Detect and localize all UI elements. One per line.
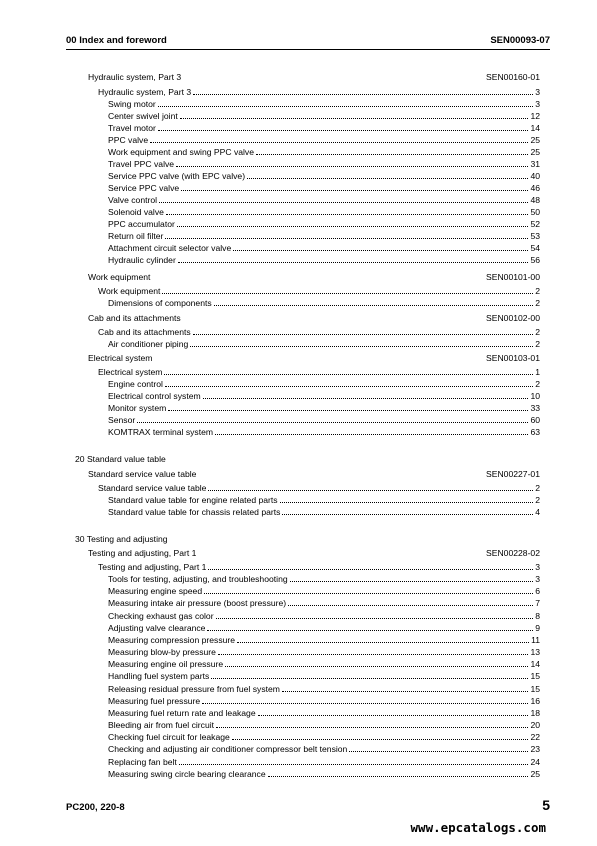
toc-entry	[108, 707, 540, 719]
toc-entry-title: Attachment circuit selector valve	[108, 243, 232, 253]
dot-leader	[180, 118, 529, 119]
toc-entry-title: Swing motor	[108, 99, 156, 109]
dot-leader	[203, 398, 529, 399]
toc-entry-page: 52	[530, 219, 540, 229]
header-doc-code: SEN00093-07	[490, 35, 550, 46]
toc-entry-page: 3	[535, 562, 540, 572]
toc-entry-page: 2	[535, 298, 540, 308]
dot-leader	[193, 94, 533, 95]
footer-model: PC200, 220-8	[66, 802, 125, 813]
dot-leader	[164, 374, 533, 375]
toc-entry-page: 3	[535, 87, 540, 97]
toc-entry-page: 14	[530, 659, 540, 669]
toc-entry-page: 54	[530, 243, 540, 253]
dot-leader	[165, 238, 528, 239]
toc-chapter	[75, 453, 166, 465]
toc-section-code: SEN00227-01	[486, 469, 540, 479]
toc-entry	[98, 366, 540, 378]
toc-entry	[108, 426, 540, 438]
toc-entry	[108, 658, 540, 670]
toc-entry	[108, 719, 540, 731]
toc-entry-title: Standard value table for engine related parts	[108, 495, 278, 505]
toc-entry	[108, 110, 540, 122]
dot-leader	[158, 130, 529, 131]
dot-leader	[165, 386, 533, 387]
toc-section-code: SEN00102-00	[486, 313, 540, 323]
dot-leader	[176, 166, 528, 167]
toc-chapter	[75, 533, 168, 545]
toc-entry-page: 3	[535, 574, 540, 584]
toc-entry-page: 2	[535, 495, 540, 505]
toc-entry-page: 20	[530, 720, 540, 730]
dot-leader	[349, 751, 528, 752]
dot-leader	[162, 293, 533, 294]
toc-entry-page: 16	[530, 696, 540, 706]
toc-entry-title: Sensor	[108, 415, 136, 425]
toc-entry-title: Travel motor	[108, 123, 156, 133]
toc-entry	[98, 285, 540, 297]
dot-leader	[268, 776, 529, 777]
toc-entry-page: 2	[535, 379, 540, 389]
toc-entry-title: Service PPC valve (with EPC valve)	[108, 171, 246, 181]
toc-entry-page: 15	[530, 684, 540, 694]
dot-leader	[178, 262, 529, 263]
toc-entry-title: Cab and its attachments	[98, 327, 191, 337]
toc-entry-title: Measuring blow-by pressure	[108, 647, 216, 657]
toc-entry-page: 6	[535, 586, 540, 596]
toc-entry	[108, 506, 540, 518]
toc-entry-title: Bleeding air from fuel circuit	[108, 720, 215, 730]
toc-entry-title: Measuring engine speed	[108, 586, 203, 596]
toc-section	[88, 352, 540, 364]
toc-entry	[108, 254, 540, 266]
toc-entry-title: Standard value table for chassis related parts	[108, 507, 281, 517]
toc-entry	[108, 122, 540, 134]
toc-entry-title: Solenoid valve	[108, 207, 164, 217]
toc-entry-title: Checking fuel circuit for leakage	[108, 732, 230, 742]
toc-section-title: Cab and its attachments	[88, 313, 181, 323]
header-title: 00 Index and foreword	[66, 35, 167, 46]
toc-entry-page: 2	[535, 286, 540, 296]
toc-entry	[108, 585, 540, 597]
toc-section	[88, 312, 540, 324]
toc-section-code: SEN00101-00	[486, 272, 540, 282]
toc-entry-page: 25	[530, 147, 540, 157]
toc-entry-title: Engine control	[108, 379, 163, 389]
toc-section	[88, 71, 540, 83]
toc-entry	[108, 756, 540, 768]
toc-entry	[108, 743, 540, 755]
toc-entry-page: 22	[530, 732, 540, 742]
toc-entry-page: 12	[530, 111, 540, 121]
toc-entry	[108, 731, 540, 743]
toc-section-code: SEN00228-02	[486, 548, 540, 558]
toc-entry-title: Dimensions of components	[108, 298, 212, 308]
dot-leader	[150, 142, 528, 143]
toc-entry-page: 11	[531, 635, 540, 645]
toc-section-title: Hydraulic system, Part 3	[88, 72, 182, 82]
toc-entry-title: KOMTRAX terminal system	[108, 427, 214, 437]
toc-entry-page: 23	[530, 744, 540, 754]
toc-chapter-title: 20 Standard value table	[75, 454, 166, 464]
toc-entry-page: 46	[530, 183, 540, 193]
toc-entry-title: Testing and adjusting, Part 1	[98, 562, 207, 572]
dot-leader	[193, 334, 534, 335]
toc-entry-title: Measuring intake air pressure (boost pressure)	[108, 598, 287, 608]
toc-entry-page: 13	[530, 647, 540, 657]
dot-leader	[225, 666, 528, 667]
toc-entry	[108, 218, 540, 230]
toc-entry-page: 50	[530, 207, 540, 217]
toc-entry-page: 53	[530, 231, 540, 241]
toc-entry	[108, 646, 540, 658]
toc-entry-page: 15	[530, 671, 540, 681]
toc-entry-page: 18	[530, 708, 540, 718]
toc-entry-page: 7	[535, 598, 540, 608]
toc-entry-title: Adjusting valve clearance	[108, 623, 206, 633]
toc-entry-title: Checking and adjusting air conditioner compressor belt tension	[108, 744, 348, 754]
toc-entry	[98, 482, 540, 494]
toc-entry-title: Measuring fuel pressure	[108, 696, 201, 706]
toc-entry	[108, 622, 540, 634]
dot-leader	[237, 642, 529, 643]
toc-entry-title: Standard service value table	[98, 483, 207, 493]
dot-leader	[258, 715, 529, 716]
toc-entry	[108, 158, 540, 170]
dot-leader	[211, 678, 528, 679]
dot-leader	[190, 346, 533, 347]
toc-entry	[108, 695, 540, 707]
toc-entry-page: 4	[535, 507, 540, 517]
toc-entry-title: Valve control	[108, 195, 158, 205]
toc-entry	[98, 561, 540, 573]
toc-entry-page: 8	[535, 611, 540, 621]
toc-entry-title: Checking exhaust gas color	[108, 611, 214, 621]
watermark: www.epcatalogs.com	[410, 820, 546, 835]
dot-leader	[282, 691, 528, 692]
toc-entry-page: 2	[535, 483, 540, 493]
toc-section-title: Standard service value table	[88, 469, 197, 479]
toc-entry-title: Electrical control system	[108, 391, 201, 401]
toc-entry	[108, 670, 540, 682]
dot-leader	[137, 422, 528, 423]
toc-entry-title: Releasing residual pressure from fuel system	[108, 684, 280, 694]
toc-chapter-title: 30 Testing and adjusting	[75, 534, 168, 544]
toc-entry-title: Service PPC valve	[108, 183, 180, 193]
dot-leader	[216, 618, 534, 619]
dot-leader	[177, 226, 529, 227]
toc-section	[88, 547, 540, 559]
dot-leader	[207, 630, 533, 631]
toc-entry	[108, 768, 540, 780]
toc-section-title: Work equipment	[88, 272, 151, 282]
toc-entry-page: 33	[530, 403, 540, 413]
toc-entry-page: 48	[530, 195, 540, 205]
toc-entry-page: 14	[530, 123, 540, 133]
toc-entry-page: 9	[535, 623, 540, 633]
dot-leader	[159, 202, 528, 203]
toc-entry-page: 10	[530, 391, 540, 401]
toc-entry-page: 25	[530, 769, 540, 779]
toc-entry-title: Electrical system	[98, 367, 163, 377]
footer-page-number: 5	[542, 797, 550, 813]
toc-section-code: SEN00103-01	[486, 353, 540, 363]
dot-leader	[282, 514, 533, 515]
toc-entry-page: 25	[530, 135, 540, 145]
toc-entry-title: Measuring fuel return rate and leakage	[108, 708, 256, 718]
toc-entry	[108, 206, 540, 218]
dot-leader	[179, 764, 529, 765]
dot-leader	[204, 593, 533, 594]
toc-entry	[108, 610, 540, 622]
toc-entry-title: Tools for testing, adjusting, and troubleshooting	[108, 574, 288, 584]
toc-entry	[108, 242, 540, 254]
toc-entry-title: Work equipment	[98, 286, 161, 296]
toc-entry	[108, 98, 540, 110]
toc-entry-page: 63	[530, 427, 540, 437]
dot-leader	[218, 654, 528, 655]
toc-entry-title: Center swivel joint	[108, 111, 178, 121]
dot-leader	[208, 490, 533, 491]
toc-entry	[108, 494, 540, 506]
toc-entry-title: Measuring compression pressure	[108, 635, 236, 645]
dot-leader	[216, 727, 528, 728]
toc-entry-page: 1	[535, 367, 540, 377]
toc-entry-title: Handling fuel system parts	[108, 671, 210, 681]
toc-entry	[108, 597, 540, 609]
dot-leader	[181, 190, 528, 191]
toc-section	[88, 271, 540, 283]
toc-entry	[108, 634, 540, 646]
toc-entry	[108, 182, 540, 194]
dot-leader	[290, 581, 534, 582]
toc-entry	[108, 402, 540, 414]
toc-entry-page: 40	[530, 171, 540, 181]
dot-leader	[232, 739, 529, 740]
toc-entry-page: 31	[530, 159, 540, 169]
toc-entry	[108, 390, 540, 402]
toc-section	[88, 468, 540, 480]
toc-entry	[108, 170, 540, 182]
toc-section-code: SEN00160-01	[486, 72, 540, 82]
toc-entry-title: PPC accumulator	[108, 219, 175, 229]
dot-leader	[158, 106, 533, 107]
toc-entry	[108, 683, 540, 695]
toc-entry-title: Work equipment and swing PPC valve	[108, 147, 255, 157]
toc-entry-title: PPC valve	[108, 135, 149, 145]
toc-entry	[108, 338, 540, 350]
dot-leader	[256, 154, 528, 155]
toc-entry	[108, 194, 540, 206]
toc-entry-page: 3	[535, 99, 540, 109]
toc-entry	[108, 414, 540, 426]
toc-entry	[108, 297, 540, 309]
toc-entry-title: Travel PPC valve	[108, 159, 175, 169]
dot-leader	[166, 214, 529, 215]
dot-leader	[247, 178, 528, 179]
toc-entry	[108, 146, 540, 158]
toc-entry-title: Air conditioner piping	[108, 339, 189, 349]
dot-leader	[215, 434, 528, 435]
toc-entry-title: Monitor system	[108, 403, 167, 413]
dot-leader	[208, 569, 533, 570]
toc-entry-title: Replacing fan belt	[108, 757, 177, 767]
toc-entry-title: Return oil filter	[108, 231, 164, 241]
dot-leader	[168, 410, 528, 411]
toc-entry	[108, 230, 540, 242]
toc-section-title: Electrical system	[88, 353, 153, 363]
toc-entry-title: Hydraulic system, Part 3	[98, 87, 192, 97]
toc-entry-title: Measuring swing circle bearing clearance	[108, 769, 266, 779]
dot-leader	[202, 703, 528, 704]
toc-entry-title: Measuring engine oil pressure	[108, 659, 224, 669]
dot-leader	[214, 305, 534, 306]
toc-entry-page: 2	[535, 327, 540, 337]
toc-section-title: Testing and adjusting, Part 1	[88, 548, 197, 558]
toc-entry-page: 2	[535, 339, 540, 349]
dot-leader	[280, 502, 534, 503]
toc-entry	[98, 86, 540, 98]
toc-entry-page: 56	[530, 255, 540, 265]
toc-entry-page: 24	[530, 757, 540, 767]
toc-entry	[108, 378, 540, 390]
toc-entry	[108, 134, 540, 146]
toc-entry-page: 60	[530, 415, 540, 425]
toc-entry	[98, 326, 540, 338]
toc-entry-title: Hydraulic cylinder	[108, 255, 176, 265]
dot-leader	[288, 605, 533, 606]
dot-leader	[233, 250, 528, 251]
toc-entry	[108, 573, 540, 585]
